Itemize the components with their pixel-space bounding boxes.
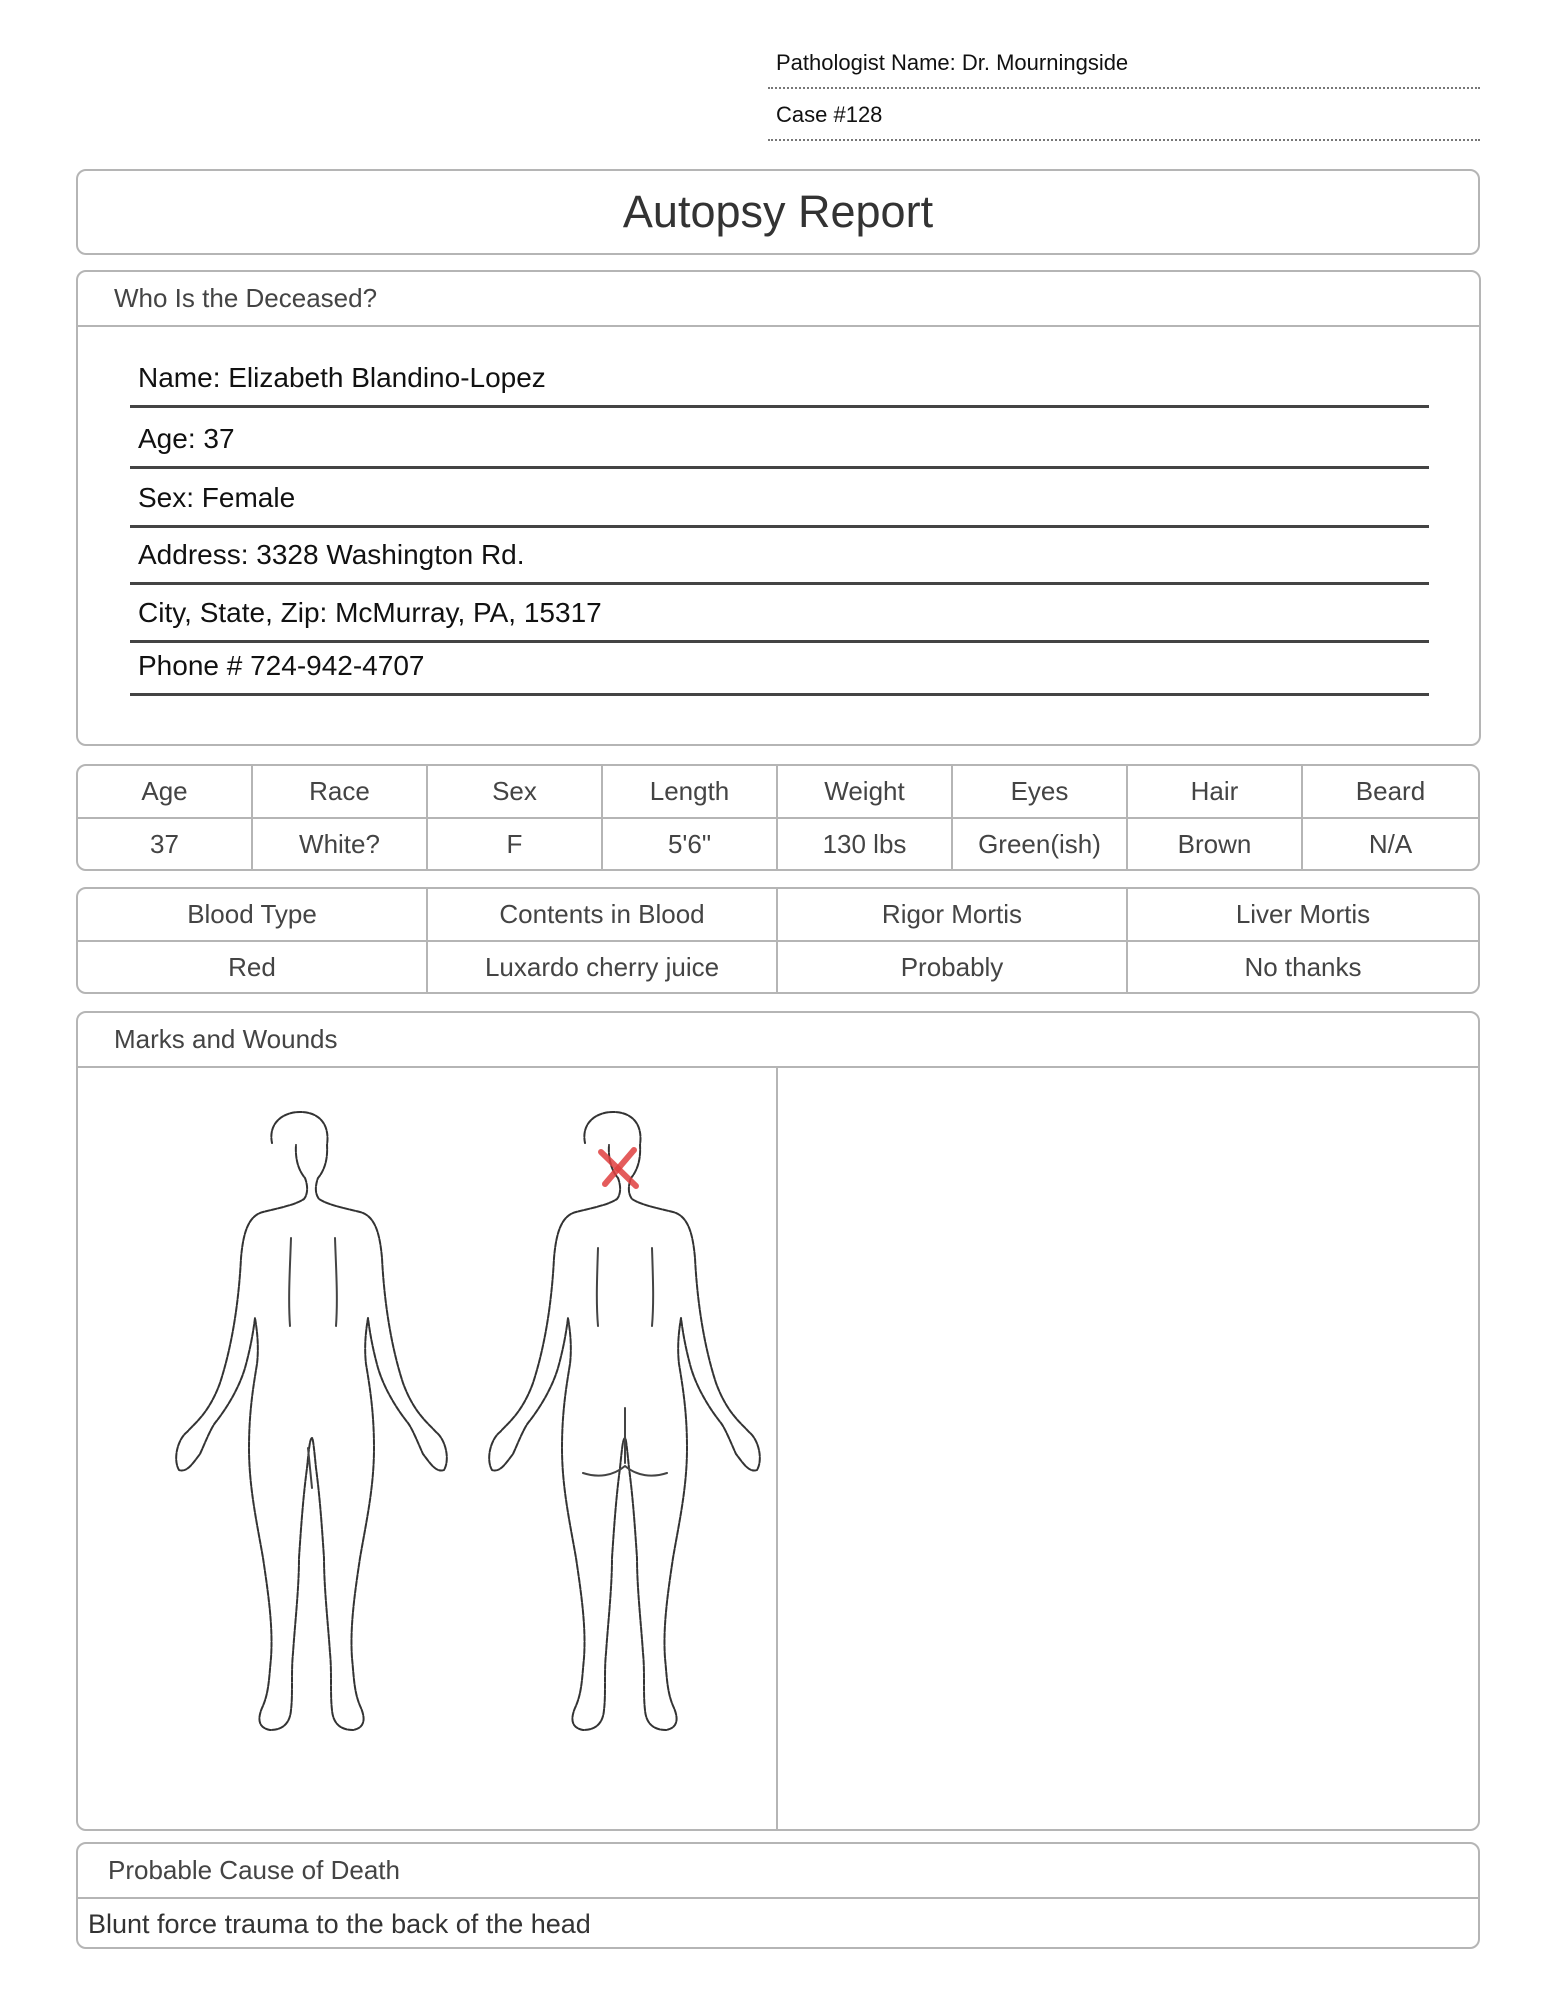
name-field: Name: Elizabeth Blandino-Lopez	[130, 350, 1429, 408]
physical-table	[76, 764, 1480, 871]
pathologist-name: Pathologist Name: Dr. Mourningside	[768, 38, 1480, 89]
table-header-liver-mortis: Liver Mortis	[1128, 889, 1478, 942]
table-header-blood-type: Blood Type	[78, 889, 428, 942]
table-cell-rigor-mortis: Probably	[778, 942, 1128, 992]
body-diagram	[78, 1068, 776, 1833]
table-cell-length: 5'6"	[603, 819, 778, 869]
table-header-contents: Contents in Blood	[428, 889, 778, 942]
table-header-sex: Sex	[428, 766, 603, 819]
page-title: Autopsy Report	[622, 186, 934, 237]
body-back-figure	[489, 1112, 760, 1730]
age-field: Age: 37	[130, 411, 1429, 469]
cause-heading: Probable Cause of Death	[78, 1844, 1478, 1899]
phone-field: Phone # 724-942-4707	[130, 638, 1429, 696]
table-cell-beard: N/A	[1368, 828, 1413, 859]
city-state-zip-field: City, State, Zip: McMurray, PA, 15317	[130, 585, 1429, 643]
address-field: Address: 3328 Washington Rd.	[130, 527, 1429, 585]
physical-value-row	[78, 819, 1478, 869]
table-cell-sex: F	[428, 819, 603, 869]
marks-heading: Marks and Wounds	[78, 1013, 1478, 1068]
table-cell-race: White?	[253, 819, 428, 869]
table-header-rigor-mortis: Rigor Mortis	[778, 889, 1128, 942]
table-header-eyes: Eyes	[953, 766, 1128, 819]
table-header-length: Length	[603, 766, 778, 819]
title-box	[76, 169, 1480, 255]
marks-section	[76, 1011, 1480, 1831]
physical-header-row	[78, 766, 1478, 819]
table-cell-liver-mortis: No thanks	[1244, 951, 1362, 982]
table-header-race: Race	[253, 766, 428, 819]
table-cell-blood-type: Red	[78, 942, 428, 992]
table-cell-contents: Luxardo cherry juice	[428, 942, 778, 992]
deceased-heading: Who Is the Deceased?	[78, 272, 1479, 327]
blood-value-row	[78, 942, 1478, 992]
sex-field: Sex: Female	[130, 470, 1429, 528]
table-cell-weight: 130 lbs	[778, 819, 953, 869]
table-cell-eyes: Green(ish)	[953, 819, 1128, 869]
cause-section	[76, 1842, 1480, 1949]
table-header-weight: Weight	[778, 766, 953, 819]
body-front-figure	[176, 1112, 447, 1730]
table-header-beard: Beard	[1303, 766, 1478, 819]
cause-text: Blunt force trauma to the back of the head	[88, 1908, 591, 1939]
case-number: Case #128	[768, 90, 1480, 141]
table-header-hair: Hair	[1128, 766, 1303, 819]
table-cell-age: 37	[78, 819, 253, 869]
deceased-section	[76, 270, 1481, 746]
blood-header-row	[78, 889, 1478, 942]
table-cell-hair: Brown	[1128, 819, 1303, 869]
table-header-age: Age	[78, 766, 253, 819]
blood-table	[76, 887, 1480, 994]
marks-divider	[776, 1068, 778, 1829]
